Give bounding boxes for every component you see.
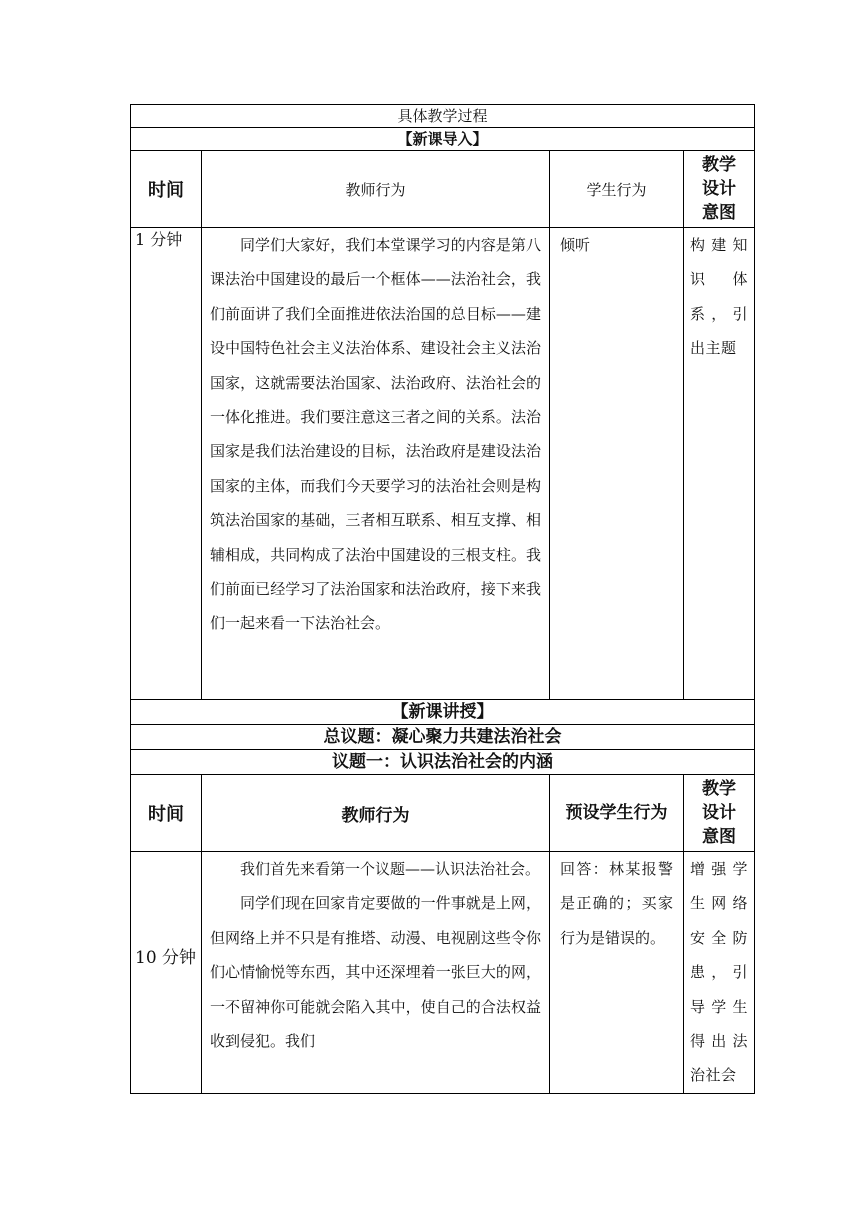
header-time: 时间	[131, 151, 202, 228]
header-purpose	[684, 151, 755, 228]
row2-purpose: 增强学生网络安全防患，引导学生得出法治社会	[684, 852, 755, 1094]
intro-section-row	[131, 128, 755, 151]
lesson-plan-table	[130, 104, 755, 1094]
header2-purpose	[684, 775, 755, 852]
row1-time: 1 分钟	[131, 228, 202, 700]
table-title: 具体教学过程	[131, 105, 755, 128]
header2-student: 预设学生行为	[550, 775, 684, 852]
header-purpose-text: 教学设计意图	[702, 155, 736, 223]
row2-student: 回答：林某报警是正确的；买家行为是错误的。	[550, 852, 684, 1094]
row1-purpose: 构建知识 体系，引出主题	[684, 228, 755, 700]
row1-teacher	[202, 228, 550, 700]
header2-teacher: 教师行为	[202, 775, 550, 852]
row2-teacher-p2: 同学们现在回家肯定要做的一件事就是上网，但网络上并不只是有推塔、动漫、电视剧这些令你们心情愉悦等东西，其中还深埋着一张巨大的网，一不留神你可能就会陷入其中，使自己的合法权益收到侵犯。我们	[210, 894, 541, 1051]
section-intro-heading: 【新课导入】	[131, 128, 755, 151]
header2-purpose-text: 教学设计意图	[702, 779, 736, 847]
topic1-row	[131, 750, 755, 775]
lesson-plan-page	[130, 104, 754, 1094]
row2-time-text: 10 分钟	[135, 948, 197, 968]
table-title-row	[131, 105, 755, 128]
row1-student: 倾听	[550, 228, 684, 700]
lecture-section-row	[131, 700, 755, 725]
row2-teacher-p1: 我们首先来看第一个议题——认识法治社会。	[240, 860, 541, 878]
table-row	[131, 228, 755, 700]
topic1-heading: 议题一：认识法治社会的内涵	[131, 750, 755, 775]
row2-teacher	[202, 852, 550, 1094]
header-row-2	[131, 775, 755, 852]
header2-time: 时间	[131, 775, 202, 852]
table-row	[131, 852, 755, 1094]
section-lecture-heading: 【新课讲授】	[131, 700, 755, 725]
overall-topic: 总议题：凝心聚力共建法治社会	[131, 725, 755, 750]
row1-teacher-text: 同学们大家好，我们本堂课学习的内容是第八课法治中国建设的最后一个框体——法治社会，我们前面讲了我们全面推进依法治国的总目标——建设中国特色社会主义法治体系、建设社会主义法治国家，这就需要法治国家、法治政府、法治社会的一体化推进。我们要注意这三者之间的关系。法治国家是我们法治建设的目标，法治政府是建设法治国家的主体，而我们今天要学习的法治社会则是构筑法治国家的基础，三者相互联系、相互支撑、相辅相成，共同构成了法治中国建设的三根支柱。我们前面已经学习了法治国家和法治政府，接下来我们一起来看一下法治社会。	[210, 236, 541, 633]
overall-topic-row	[131, 725, 755, 750]
row2-time	[131, 852, 202, 1094]
header-student: 学生行为	[550, 151, 684, 228]
header-teacher: 教师行为	[202, 151, 550, 228]
header-row-1	[131, 151, 755, 228]
